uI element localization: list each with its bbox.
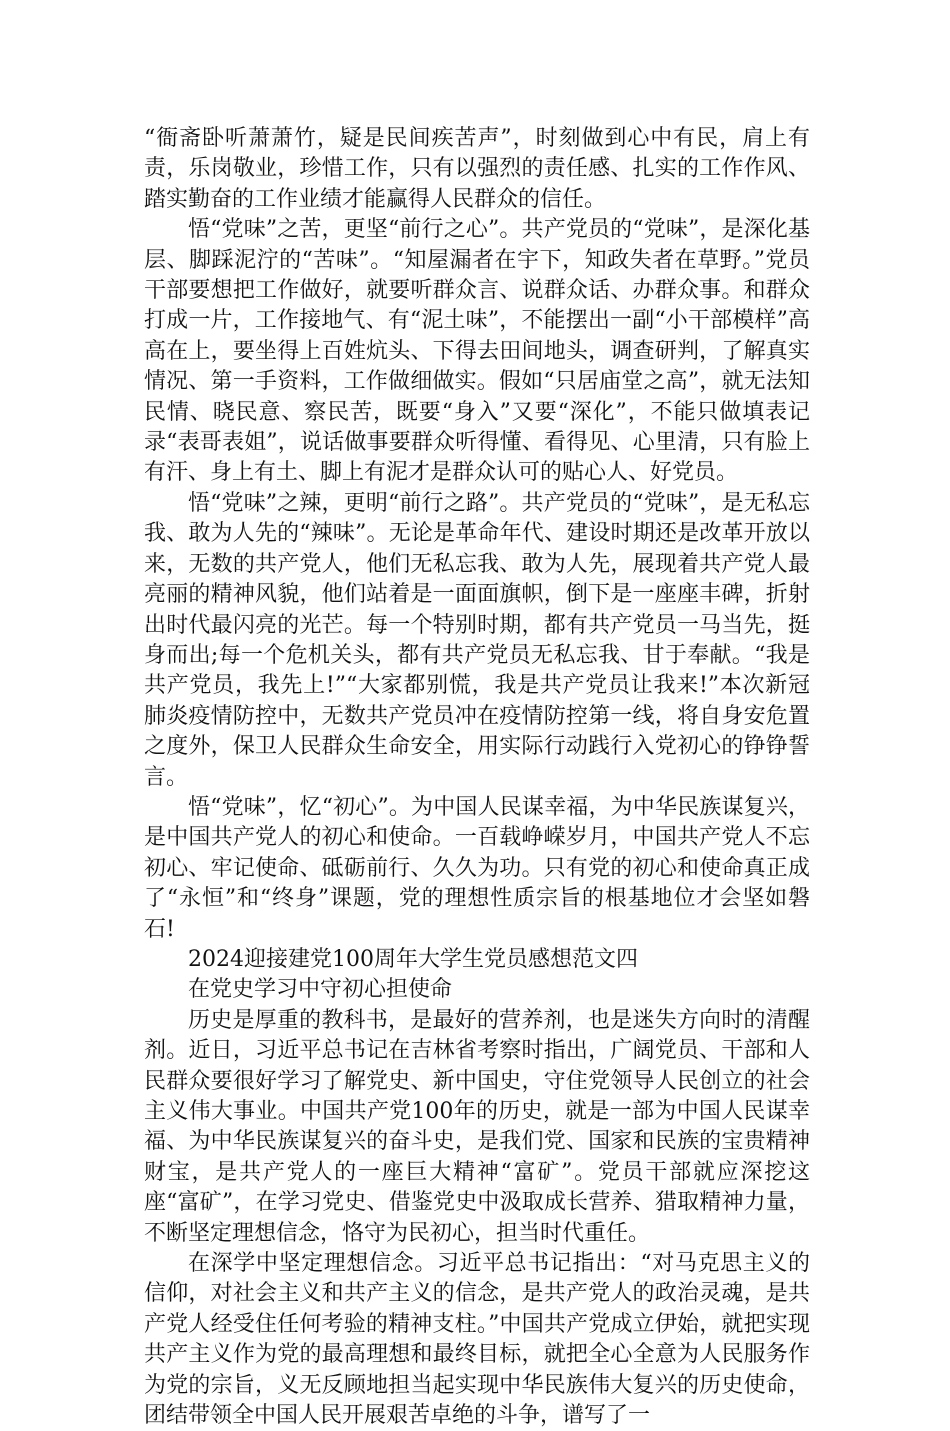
paragraph-history-textbook: 历史是厚重的教科书，是最好的营养剂，也是迷失方向时的清醒剂。近日，习近平总书记在吉林省考察时指出，广阔党员、干部和人民群众要很好学习了解党史、新中国史，守住党领导人民创立的社会主义伟大事业。中国共产党100年的历史，就是一部为中国人民谋幸福、为中华民族谋复兴的奋斗史，是我们党、国家和民族的宝贵精神财宝，是共产党人的一座巨大精神“富矿”。党员干部就应深挖这座“富矿”，在学习党史、借鉴党史中汲取成长营养、猎取精神力量，不断坚定理想信念，恪守为民初心，担当时代重任。 <box>144 1007 810 1246</box>
section-subtitle: 在党史学习中守初心担使命 <box>188 977 453 1003</box>
paragraph-opening-quote: “衙斋卧听萧萧竹，疑是民间疾苦声”，时刻做到心中有民，肩上有责，乐岗敬业，珍惜工作，只有以强烈的责任感、扎实的工作作风、踏实勤奋的工作业绩才能赢得人民群众的信任。 <box>144 126 810 212</box>
paragraph-ideals-conviction: 在深学中坚定理想信念。习近平总书记指出：“对马克思主义的信仰，对社会主义和共产主义的信念，是共产党人的政治灵魂，是共产党人经受住任何考验的精神支柱。”中国共产党成立伊始，就把实现共产主义作为党的最高理想和最终目标，就把全心全意为人民服务作为党的宗旨，义无反顾地担当起实现中华民族伟大复兴的历史使命，团结带领全中国人民开展艰苦卓绝的斗争，谱写了一 <box>144 1251 810 1429</box>
document-body <box>144 124 810 1431</box>
paragraph-spicy-taste: 悟“党味”之辣，更明“前行之路”。共产党员的“党味”，是无私忘我、敢为人先的“辣味”。无论是革命年代、建设时期还是改革开放以来，无数的共产党人，他们无私忘我、敢为人先，展现着共产党人最亮丽的精神风貌，他们站着是一面面旗帜，倒下是一座座丰碑，折射出时代最闪亮的光芒。每一个特别时期，都有共产党员一马当先，挺身而出;每一个危机关头，都有共产党员无私忘我、甘于奉献。“我是共产党员，我先上!”“大家都别慌，我是共产党员让我来!”本次新冠肺炎疫情防控中，无数共产党员冲在疫情防控第一线，将自身安危置之度外，保卫人民群众生命安全，用实际行动践行入党初心的铮铮誓言。 <box>144 490 810 790</box>
paragraph-bitter-taste: 悟“党味”之苦，更坚“前行之心”。共产党员的“党味”，是深化基层、脚踩泥泞的“苦味”。“知屋漏者在宇下，知政失者在草野。”党员干部要想把工作做好，就要听群众言、说群众话、办群众事。和群众打成一片，工作接地气、有“泥土味”，不能摆出一副“小干部模样”高高在上，要坐得上百姓炕头、下得去田间地头，调查研判，了解真实情况、第一手资料，工作做细做实。假如“只居庙堂之高”，就无法知民情、晓民意、察民苦，既要“身入”又要“深化”，不能只做填表记录“表哥表姐”，说话做事要群众听得懂、看得见、心里清，只有脸上有汗、身上有土、脚上有泥才是群众认可的贴心人、好党员。 <box>144 217 810 486</box>
paragraph-original-aspiration: 悟“党味”，忆“初心”。为中国人民谋幸福，为中华民族谋复兴，是中国共产党人的初心和使命。一百载峥嵘岁月，中国共产党人不忘初心、牢记使命、砥砺前行、久久为功。只有党的初心和使命真正成了“永恒”和“终身”课题，党的理想性质宗旨的根基地位才会坚如磐石! <box>144 794 810 942</box>
section-title: 2024迎接建党100周年大学生党员感想范文四 <box>188 946 638 972</box>
